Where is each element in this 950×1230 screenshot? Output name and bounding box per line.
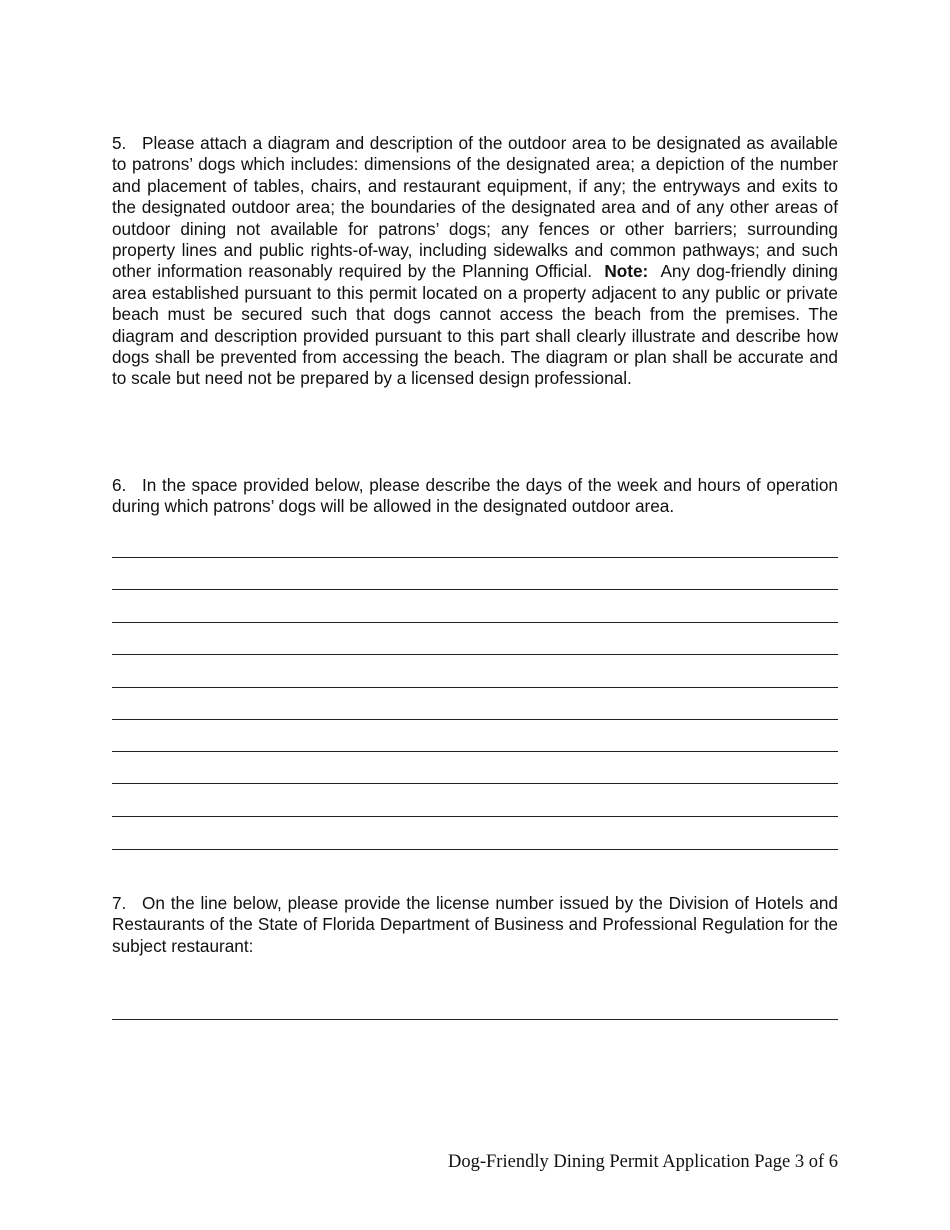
hours-answer-line[interactable] <box>112 816 838 817</box>
hours-answer-line[interactable] <box>112 589 838 590</box>
section-5-note-text: Any dog-friendly dining area established pursuant to this permit located on a property adjacent to any public or private beach must be secured such that dogs cannot access the beach from the premises. The diagram and description provided pursuant to this part shall clearly illustrate and describe how dogs shall be prevented from accessing the beach. The diagram or plan shall be accurate and to scale but need not be prepared by a licensed design professional. <box>112 261 838 389</box>
section-5-text: Please attach a diagram and description of the outdoor area to be designated as available to patrons’ dogs which includes: dimensions of the designated area; a depiction of the number and placement of tables, chairs, and restaurant equipment, if any; the entryways and exits to the designated outdoor area; the boundaries of the designated area and of any other areas of outdoor dining not available for patrons’ dogs; any fences or other barriers; surrounding property lines and public rights-of-way, including sidewalks and common pathways; and such other information reasonably required by the Planning Official. <box>112 133 838 282</box>
hours-answer-line[interactable] <box>112 557 838 558</box>
note-label: Note: <box>604 261 649 282</box>
section-5-number: 5. <box>112 133 127 153</box>
page-footer: Dog-Friendly Dining Permit Application Page 3 of 6 <box>448 1152 838 1172</box>
hours-answer-line[interactable] <box>112 849 838 850</box>
section-5-paragraph <box>112 133 838 390</box>
hours-answer-line[interactable] <box>112 622 838 623</box>
license-number-line[interactable] <box>112 1019 838 1020</box>
hours-answer-line[interactable] <box>112 654 838 655</box>
section-7-paragraph <box>112 893 838 957</box>
section-6-text: In the space provided below, please describe the days of the week and hours of operation during which patrons’ dogs will be allowed in the designated outdoor area. <box>112 475 838 517</box>
hours-answer-line[interactable] <box>112 783 838 784</box>
hours-answer-line[interactable] <box>112 751 838 752</box>
section-7-number: 7. <box>112 893 127 913</box>
section-7-text: On the line below, please provide the license number issued by the Division of Hotels and Restaurants of the State of Florida Department of Business and Professional Regulation for the subject restaurant: <box>112 893 838 956</box>
hours-answer-line[interactable] <box>112 719 838 720</box>
section-6-paragraph <box>112 475 838 518</box>
hours-answer-line[interactable] <box>112 687 838 688</box>
section-6-number: 6. <box>112 475 127 495</box>
